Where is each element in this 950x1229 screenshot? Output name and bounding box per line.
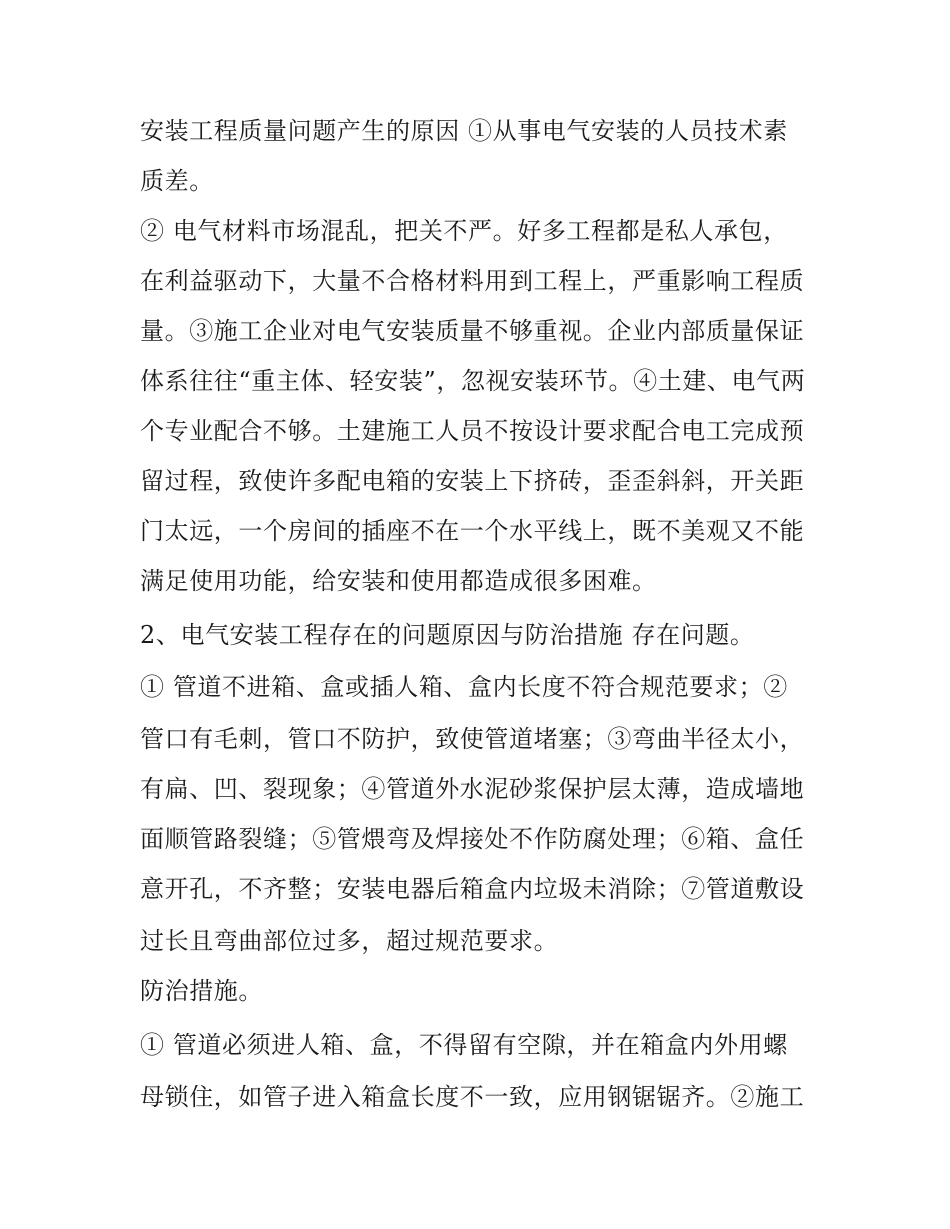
text-line: 质差。: [140, 167, 214, 195]
text-line: 留过程，致使许多配电箱的安装上下挤砖，歪歪斜斜，开关距: [140, 467, 805, 495]
text-line: 母锁住，如管子进入箱盒长度不一致，应用钢锯锯齐。②施工: [140, 1083, 805, 1111]
text-line: 安装工程质量问题产生的原因 ①从事电气安装的人员技术素: [140, 117, 788, 145]
text-line: 意开孔，不齐整；安装电器后箱盒内垃圾未消除；⑦管道敷设: [140, 875, 805, 903]
text-line: 管口有毛刺，管口不防护，致使管道堵塞；③弯曲半径太小，: [140, 725, 805, 753]
text-line: 面顺管路裂缝；⑤管煨弯及焊接处不作防腐处理；⑥箱、盒任: [140, 825, 805, 853]
text-line: ② 电气材料市场混乱，把关不严。好多工程都是私人承包，: [140, 217, 788, 245]
text-line: 个专业配合不够。土建施工人员不按设计要求配合电工完成预: [140, 417, 805, 445]
text-line: 门太远，一个房间的插座不在一个水平线上，既不美观又不能: [140, 517, 805, 545]
text-line: 在利益驱动下，大量不合格材料用到工程上，严重影响工程质: [140, 267, 805, 295]
text-line: ① 管道必须进人箱、盒，不得留有空隙，并在箱盒内外用螺: [140, 1031, 788, 1059]
text-line: 满足使用功能，给安装和使用都造成很多困难。: [140, 567, 657, 595]
text-line: 量。③施工企业对电气安装质量不够重视。企业内部质量保证: [140, 317, 805, 345]
text-line: 体系往往“重主体、轻安装”，忽视安装环节。④土建、电气两: [140, 367, 806, 395]
text-line: 过长且弯曲部位过多，超过规范要求。: [140, 927, 559, 955]
subheading: 防治措施。: [140, 977, 263, 1005]
text-line: ① 管道不进箱、盒或插人箱、盒内长度不符合规范要求；②: [140, 673, 788, 701]
section-heading: 2、电气安装工程存在的问题原因与防治措施 存在问题。: [140, 621, 755, 649]
text-line: 有扁、凹、裂现象；④管道外水泥砂浆保护层太薄，造成墙地: [140, 775, 805, 803]
